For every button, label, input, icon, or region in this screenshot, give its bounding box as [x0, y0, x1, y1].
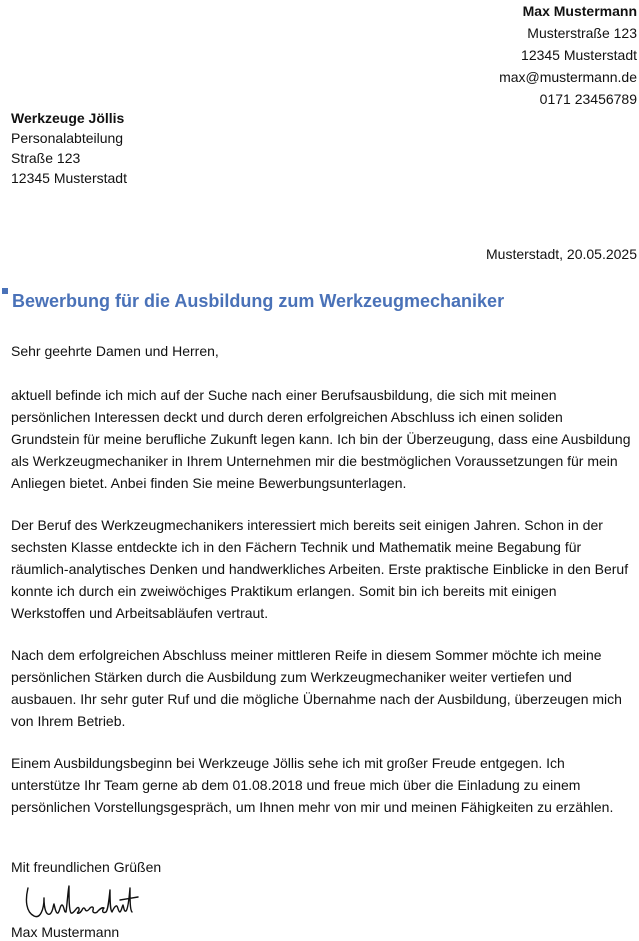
- handwritten-signature: [22, 880, 142, 925]
- sender-address: [499, 0, 637, 110]
- recipient-department: Personalabteilung: [11, 130, 124, 146]
- recipient-company: Werkzeuge Jöllis: [11, 110, 125, 126]
- subject-marker: [2, 288, 8, 294]
- paragraph-motivation: Der Beruf des Werkzeugmechanikers interessiert mich bereits seit einigen Jahren. Schon in der sechsten Klasse entdeckte ich in den Fächern Technik und Mathematik meine Begabung für räumlich-analytisches Denken und handwerkliches Arbeiten. Erste praktische Einblicke in den Beruf konnte ich durch ein zweiwöchiges Praktikum erlangen. Somit bin ich bereits mit einigen Werkstoffen und Arbeitsabläufen vertraut.: [11, 517, 629, 621]
- recipient-city: 12345 Musterstadt: [11, 170, 127, 186]
- recipient-street: Straße 123: [11, 150, 81, 166]
- recipient-address: [11, 108, 127, 188]
- sender-city: 12345 Musterstadt: [521, 47, 637, 63]
- salutation: Sehr geehrte Damen und Herren,: [11, 343, 219, 359]
- letter-body: [11, 340, 633, 838]
- signer-name: Max Mustermann: [11, 924, 120, 940]
- date-line: Musterstadt, 20.05.2025: [486, 246, 637, 262]
- paragraph-qualification: Nach dem erfolgreichen Abschluss meiner mittleren Reife in diesem Sommer möchte ich meine persönlichen Stärken durch die Ausbildung zum Werkzeugmechaniker weiter vertiefen und ausbauen. Ihr sehr guter Ruf und die mögliche Übernahme nach der Ausbildung, überzeugen mich von Ihrem Betrieb.: [11, 647, 622, 729]
- sender-name: Max Mustermann: [522, 3, 637, 19]
- paragraph-intro: aktuell befinde ich mich auf der Suche nach einer Berufsausbildung, die sich mit meinen persönlichen Interessen deckt und durch deren erfolgreichen Abschluss ich einen soliden Grundstein für meine berufliche Zukunft legen kann. Ich bin der Überzeugung, dass eine Ausbildung als Werkzeugmechaniker in Ihrem Unternehmen mir die bestmöglichen Voraussetzungen für mein Anliegen bietet. Anbei finden Sie meine Bewerbungsunterlagen.: [11, 387, 631, 491]
- closing-phrase: Mit freundlichen Grüßen: [11, 859, 162, 875]
- paragraph-closing: Einem Ausbildungsbeginn bei Werkzeuge Jöllis sehe ich mit großer Freude entgegen. Ich unterstütze Ihr Team gerne ab dem 01.08.2018 und freue mich über die Einladung zu einem persönlichen Vorstellungsgespräch, um Ihnen mehr von mir und meinen Fähigkeiten zu erzählen.: [11, 755, 614, 815]
- sender-street: Musterstraße 123: [527, 25, 637, 41]
- sender-phone: 0171 23456789: [539, 91, 637, 107]
- sender-email: max@mustermann.de: [499, 69, 637, 85]
- subject-heading: Bewerbung für die Ausbildung zum Werkzeugmechaniker: [12, 291, 505, 311]
